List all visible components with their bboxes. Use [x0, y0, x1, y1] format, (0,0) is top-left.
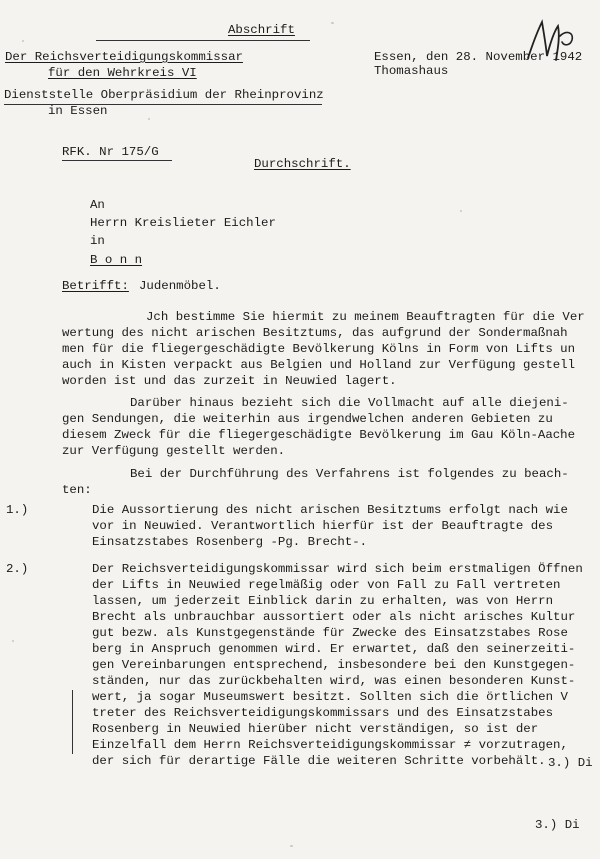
body-line: men für die fliegergeschädigte Bevölkerung Kölns in Form von Lifts un	[62, 342, 576, 356]
item-line: Einzelfall dem Herrn Reichsverteidigungskommissar ≠ vorzutragen,	[92, 738, 568, 752]
body-line: Darüber hinaus bezieht sich die Vollmacht auf alle diejeni-	[130, 396, 569, 410]
scan-speck	[12, 640, 14, 642]
handwritten-initials	[520, 16, 578, 66]
scan-speck	[290, 845, 293, 847]
body-line: worden ist und das zurzeit in Neuwied lagert.	[62, 374, 397, 388]
subject-label: Betrifft:	[62, 279, 129, 293]
item-line: der sich für derartige Fälle die weiteren Schritte vorbehält.	[92, 754, 546, 768]
scan-speck	[331, 22, 334, 24]
body-line: zur Verfügung gestellt werden.	[62, 444, 286, 458]
reference-number: RFK. Nr 175/G	[62, 145, 159, 159]
item-line: Der Reichsverteidigungskommissar wird sich beim erstmaligen Öffnen	[92, 562, 583, 576]
item-line: lassen, um jederzeit Einblick darin zu erhalten, was von Herrn	[92, 594, 554, 608]
office-line-2: in Essen	[48, 104, 108, 118]
item-line: gen Vereinbarungen entsprechend, insbesondere bei den Kunstgegen-	[92, 658, 576, 672]
item-line: der Lifts in Neuwied regelmäßig oder von Fall zu Fall vertreten	[92, 578, 561, 592]
item-line: Die Aussortierung des nicht arischen Besitztums erfolgt nach wie	[92, 503, 568, 517]
recipient-city: B o n n	[90, 253, 143, 267]
item-line: Rosenberg in Neuwied hierüber nicht verständigen, so ist der	[92, 722, 539, 736]
recipient-in: in	[90, 234, 105, 248]
margin-mark	[72, 690, 73, 754]
place-date: Essen, den 28. November 1942	[374, 50, 583, 64]
sender-line-2: für den Wehrkreis VI	[48, 66, 197, 80]
item-line: treter des Reichsverteidigungskommissars und des Einsatzstabes	[92, 706, 554, 720]
reference-rule	[62, 160, 172, 161]
title-rule	[96, 40, 310, 41]
building-name: Thomashaus	[374, 64, 449, 78]
scan-speck	[22, 40, 24, 42]
body-line: Jch bestimme Sie hiermit zu meinem Beauftragten für die Ver	[146, 310, 585, 324]
continuation-inline: 3.) Di	[548, 756, 593, 770]
body-line: gen Sendungen, die weiterhin aus irgendwelchen anderen Gebieten zu	[62, 412, 553, 426]
item-line: ständen, nur das zurückbehalten wird, was einen besonderen Kunst-	[92, 674, 576, 688]
body-line: ten:	[62, 483, 92, 497]
body-line: Bei der Durchführung des Verfahrens ist folgendes zu beach-	[130, 467, 569, 481]
office-line-1: Dienststelle Oberpräsidium der Rheinprovinz	[4, 88, 324, 102]
recipient-to: An	[90, 198, 105, 212]
item-number: 2.)	[6, 562, 29, 576]
scan-speck	[148, 118, 150, 120]
item-line: wert, ja sogar Museumswert besitzt. Sollten sich die örtlichen V	[92, 690, 568, 704]
scan-speck	[460, 210, 462, 212]
item-line: Brecht als unbrauchbar aussortiert oder als nicht arisches Kultur	[92, 610, 576, 624]
body-line: auch in Kisten verpackt aus Belgien und Holland zur Verfügung gestell	[62, 358, 576, 372]
item-line: gut bezw. als Kunstgegenstände für Zwecke des Einsatzstabes Rose	[92, 626, 568, 640]
copy-note: Durchschrift.	[254, 157, 351, 171]
sender-line-1: Der Reichsverteidigungskommissar	[5, 50, 243, 64]
item-line: berg in Anspruch genommen wird. Er erwartet, daß den seinerzeiti-	[92, 642, 576, 656]
document-title: Abschrift	[228, 23, 295, 37]
body-line: wertung des nicht arischen Besitztums, das aufgrund der Sondermaßnah	[62, 326, 568, 340]
item-line: Einsatzstabes Rosenberg -Pg. Brecht-.	[92, 535, 368, 549]
recipient-name: Herrn Kreislieter Eichler	[90, 216, 276, 230]
item-number: 1.)	[6, 503, 29, 517]
continuation-footer: 3.) Di	[535, 818, 580, 832]
subject-text: Judenmöbel.	[139, 279, 221, 293]
item-line: vor in Neuwied. Verantwortlich hierfür ist der Beauftragte des	[92, 519, 554, 533]
body-line: diesem Zweck für die fliegergeschädigte Bevölkerung im Gau Köln-Aache	[62, 428, 576, 442]
